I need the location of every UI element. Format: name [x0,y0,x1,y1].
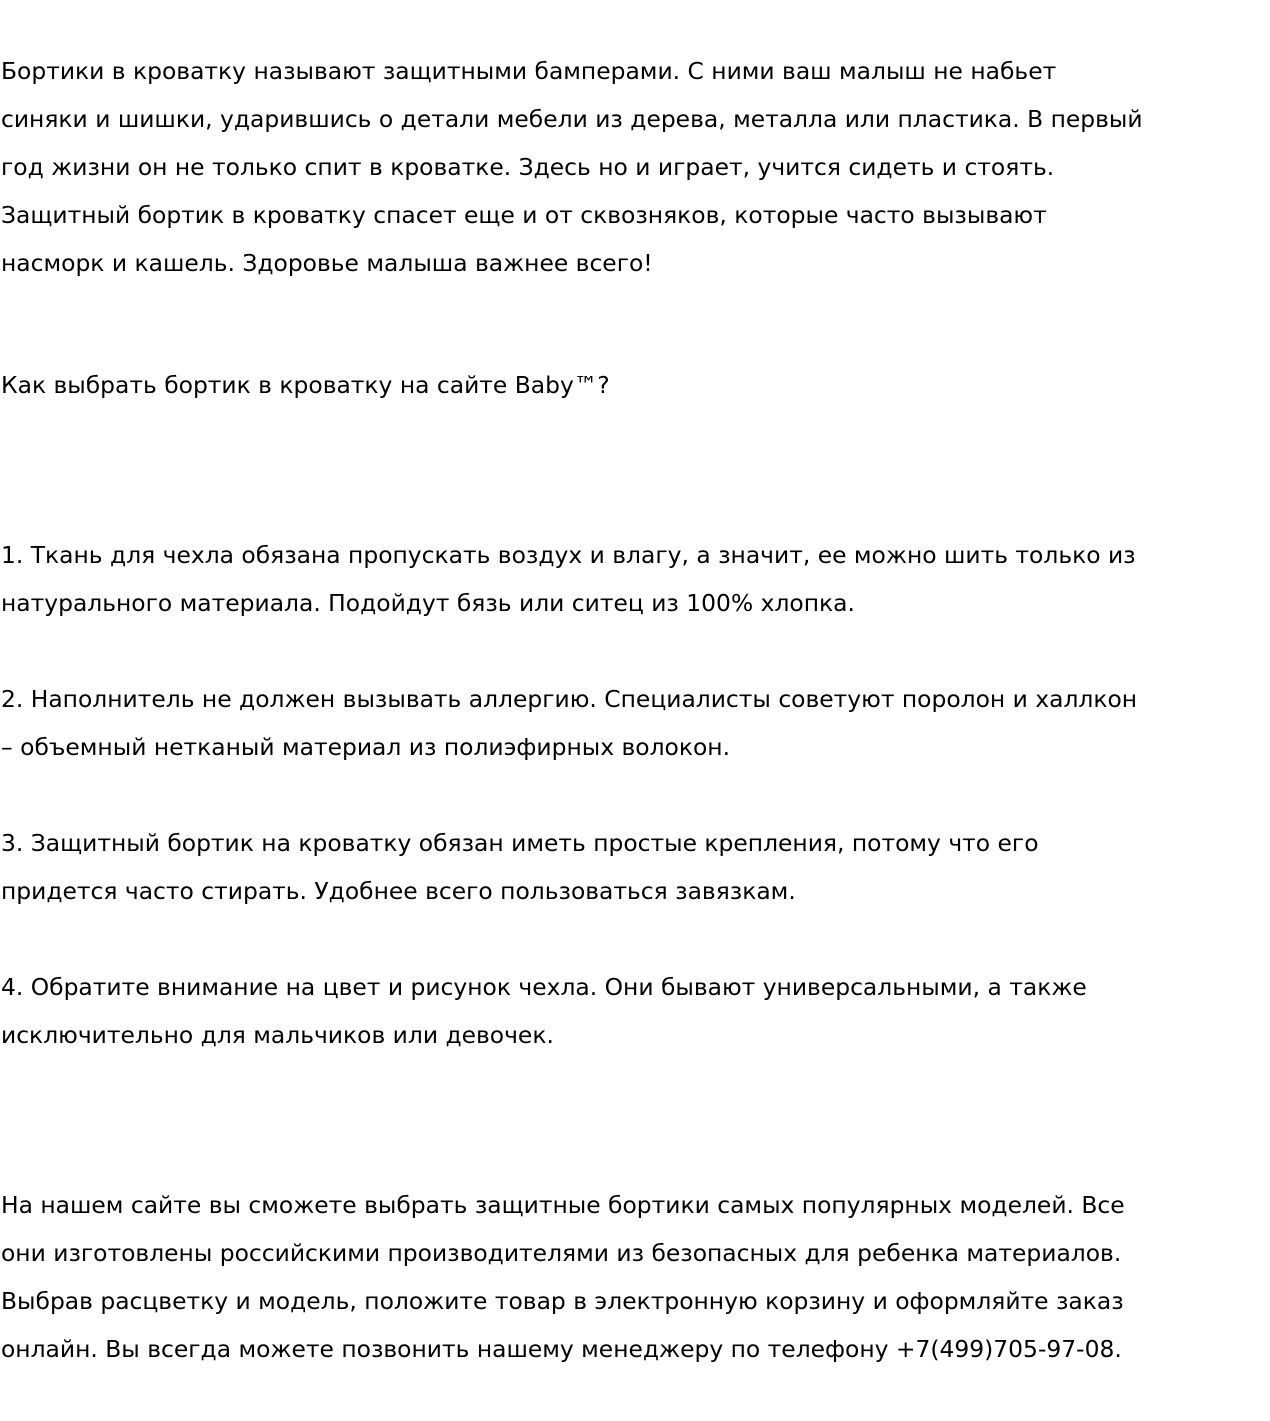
intro-paragraph: Бортики в кроватку называют защитными бамперами. С ними ваш малыш не набьет синяки и шишки, ударившись о детали мебели из дерева, металла или пластика. В первый год жизни он не только спит в кроватке. Здесь но и играет, учится сидеть и стоять. Защитный бортик в кроватку спасет еще и от сквозняков, которые часто вызывают насморк и кашель. Здоровье малыша важнее всего! [1,57,1143,277]
article [1,0,1270,1421]
tip-item: 2. Наполнитель не должен вызывать аллергию. Специалисты советуют поролон и халлкон – объемный нетканый материал из полиэфирных волокон. [1,685,1138,761]
outro-paragraph: На нашем сайте вы сможете выбрать защитные бортики самых популярных моделей. Все они изготовлены российскими производителями из безопасных для ребенка материалов. Выбрав расцветку и модель, положите товар в электронную корзину и оформляйте заказ онлайн. Вы всегда можете позвонить нашему менеджеру по телефону +7(499)705-97-08. [1,1191,1125,1363]
tip-item: 4. Обратите внимание на цвет и рисунок чехла. Они бывают универсальными, а также исключительно для мальчиков или девочек. [1,973,1087,1049]
tip-item: 3. Защитный бортик на кроватку обязан иметь простые крепления, потому что его придется часто стирать. Удобнее всего пользоваться завязкам. [1,829,1039,905]
tip-item: 1. Ткань для чехла обязана пропускать воздух и влагу, а значит, ее можно шить только из натурального материала. Подойдут бязь или ситец из 100% хлопка. [1,541,1136,617]
tips-list [1,483,1270,1107]
question-heading: Как выбрать бортик в кроватку на сайте Baby™? [1,371,610,399]
